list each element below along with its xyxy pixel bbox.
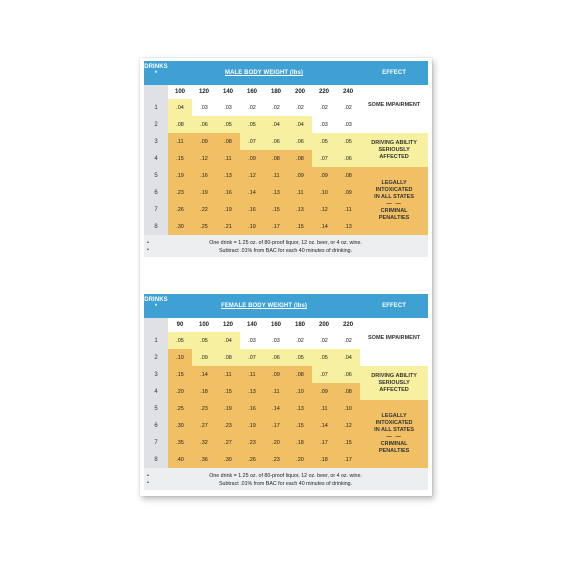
- bac-value: .15: [288, 417, 312, 434]
- bac-value: .08: [336, 167, 360, 184]
- drinks-count: 8: [144, 218, 168, 235]
- bac-value: .17: [264, 417, 288, 434]
- drinks-count: 5: [144, 400, 168, 417]
- bac-value: .16: [240, 201, 264, 218]
- bac-value: .30: [168, 218, 192, 235]
- bac-value: .06: [264, 133, 288, 150]
- male-notes: [144, 235, 428, 257]
- bac-value: .25: [168, 400, 192, 417]
- note-bullet: •: [147, 473, 149, 479]
- bac-value: .11: [216, 150, 240, 167]
- bac-value: .11: [216, 366, 240, 383]
- bac-value: .09: [264, 366, 288, 383]
- female-weight-title: FEMALE BODY WEIGHT (lbs): [168, 294, 360, 318]
- male-notes-row: [144, 235, 428, 257]
- bac-value: .02: [336, 99, 360, 116]
- drinks-count: 8: [144, 451, 168, 468]
- bac-value: .15: [168, 150, 192, 167]
- drinks-column-blank: [144, 318, 168, 332]
- bac-value: .06: [288, 133, 312, 150]
- bac-value: .15: [216, 383, 240, 400]
- bac-value: .22: [192, 201, 216, 218]
- bac-value: .11: [336, 201, 360, 218]
- bac-value: .36: [192, 451, 216, 468]
- effect-driving-affected: DRIVING ABILITY SERIOUSLY AFFECTED: [360, 366, 428, 400]
- drinks-count: 1: [144, 332, 168, 349]
- bac-value: .05: [312, 133, 336, 150]
- bac-value: .09: [240, 150, 264, 167]
- bac-value: .20: [168, 383, 192, 400]
- bac-value: .13: [288, 400, 312, 417]
- bac-value: .05: [192, 332, 216, 349]
- bac-value: .07: [312, 150, 336, 167]
- drinks-column-blank: [144, 85, 168, 99]
- bac-value: .06: [192, 116, 216, 133]
- note-one-drink: One drink = 1.25 oz. of 80-proof liquor, 12 oz. beer, or 4 oz. wine.: [209, 473, 362, 479]
- bac-value: .40: [168, 451, 192, 468]
- bac-value: .25: [192, 218, 216, 235]
- bac-value: .30: [216, 451, 240, 468]
- bac-value: .08: [336, 383, 360, 400]
- bac-value: .20: [264, 434, 288, 451]
- bac-value: .04: [336, 349, 360, 366]
- weight-label: 240: [336, 85, 360, 99]
- bac-value: .02: [264, 99, 288, 116]
- note-bullet: •: [147, 240, 149, 246]
- weight-label: 180: [264, 85, 288, 99]
- drinks-count: 2: [144, 349, 168, 366]
- bac-value: .03: [264, 332, 288, 349]
- drinks-header: DRINKS *: [144, 294, 168, 318]
- female-weights-row: [144, 318, 428, 332]
- weight-label: 160: [240, 85, 264, 99]
- bac-value: .35: [168, 434, 192, 451]
- bac-value: .19: [168, 167, 192, 184]
- bac-value: .18: [192, 383, 216, 400]
- drinks-count: 6: [144, 417, 168, 434]
- female-header-row: [144, 294, 428, 318]
- weight-label: 90: [168, 318, 192, 332]
- bac-value: .03: [192, 99, 216, 116]
- bac-value: .14: [192, 366, 216, 383]
- bac-row: [144, 99, 428, 116]
- bac-value: .08: [216, 349, 240, 366]
- note-bullet: •: [147, 247, 149, 253]
- drinks-count: 1: [144, 99, 168, 116]
- bac-value: .17: [264, 218, 288, 235]
- drinks-count: 5: [144, 167, 168, 184]
- effect-blank: [360, 318, 428, 332]
- effect-header: EFFECT: [360, 61, 428, 85]
- bac-value: .13: [336, 218, 360, 235]
- female-notes-row: [144, 468, 428, 490]
- bac-row: [144, 366, 428, 383]
- bac-value: .16: [240, 400, 264, 417]
- bac-value: .32: [192, 434, 216, 451]
- bac-value: .26: [168, 201, 192, 218]
- bac-value: .09: [336, 184, 360, 201]
- bac-value: .02: [240, 99, 264, 116]
- drinks-count: 2: [144, 116, 168, 133]
- bac-value: .04: [288, 116, 312, 133]
- weight-label: 220: [336, 318, 360, 332]
- bac-value: .04: [168, 99, 192, 116]
- bac-value: .19: [192, 184, 216, 201]
- bac-value: .14: [312, 218, 336, 235]
- bac-value: .11: [168, 133, 192, 150]
- bac-value: .12: [192, 150, 216, 167]
- bac-value: .08: [216, 133, 240, 150]
- bac-value: .05: [288, 349, 312, 366]
- female-bac-chart: [144, 294, 428, 490]
- bac-value: .05: [168, 332, 192, 349]
- bac-value: .03: [336, 116, 360, 133]
- bac-value: .23: [216, 417, 240, 434]
- drinks-count: 3: [144, 366, 168, 383]
- bac-value: .14: [240, 184, 264, 201]
- bac-value: .23: [168, 184, 192, 201]
- weight-label: 160: [264, 318, 288, 332]
- bac-value: .30: [168, 417, 192, 434]
- bac-value: .26: [240, 451, 264, 468]
- bac-value: .11: [288, 184, 312, 201]
- weight-label: 200: [312, 318, 336, 332]
- bac-value: .12: [240, 167, 264, 184]
- bac-value: .05: [312, 349, 336, 366]
- bac-value: .17: [336, 451, 360, 468]
- effect-legally-intoxicated: LEGALLY INTOXICATED IN ALL STATES — — CRIMINAL PENALTIES: [360, 400, 428, 468]
- male-bac-table: [144, 61, 428, 257]
- bac-value: .12: [312, 201, 336, 218]
- bac-value: .09: [288, 167, 312, 184]
- bac-value: .05: [240, 116, 264, 133]
- bac-row: [144, 400, 428, 417]
- bac-value: .05: [336, 133, 360, 150]
- bac-value: .03: [216, 99, 240, 116]
- bac-chart-poster: [140, 58, 432, 496]
- effect-some-impairment: SOME IMPAIRMENT: [360, 332, 428, 366]
- male-weights-row: [144, 85, 428, 99]
- bac-value: .13: [216, 167, 240, 184]
- bac-value: .17: [312, 434, 336, 451]
- bac-value: .23: [264, 451, 288, 468]
- effect-some-impairment: SOME IMPAIRMENT: [360, 99, 428, 133]
- bac-row: [144, 332, 428, 349]
- bac-value: .06: [264, 349, 288, 366]
- bac-value: .02: [336, 332, 360, 349]
- bac-value: .11: [312, 400, 336, 417]
- drinks-count: 7: [144, 201, 168, 218]
- note-subtract: Subtract .01% from BAC for each 40 minutes of drinking.: [219, 248, 353, 254]
- effect-driving-affected: DRIVING ABILITY SERIOUSLY AFFECTED: [360, 133, 428, 167]
- male-data-rows: [144, 99, 428, 235]
- drinks-marker: *: [154, 304, 158, 310]
- bac-value: .11: [240, 366, 264, 383]
- weight-label: 100: [192, 318, 216, 332]
- bac-value: .21: [216, 218, 240, 235]
- bac-value: .07: [240, 349, 264, 366]
- bac-value: .02: [288, 99, 312, 116]
- bac-value: .13: [264, 184, 288, 201]
- bac-value: .09: [312, 167, 336, 184]
- drinks-count: 4: [144, 150, 168, 167]
- bac-value: .15: [168, 366, 192, 383]
- weight-label: 120: [216, 318, 240, 332]
- bac-value: .14: [312, 417, 336, 434]
- bac-value: .16: [216, 184, 240, 201]
- bac-value: .18: [288, 434, 312, 451]
- female-notes: [144, 468, 428, 490]
- male-bac-chart: [144, 61, 428, 257]
- bac-value: .08: [168, 116, 192, 133]
- weight-label: 140: [240, 318, 264, 332]
- note-one-drink: One drink = 1.25 oz. of 80-proof liquor, 12 oz. beer, or 4 oz. wine.: [209, 240, 362, 246]
- drinks-count: 7: [144, 434, 168, 451]
- bac-value: .02: [312, 332, 336, 349]
- bac-value: .15: [336, 434, 360, 451]
- bac-value: .10: [312, 184, 336, 201]
- bac-value: .15: [288, 218, 312, 235]
- female-bac-table: [144, 294, 428, 490]
- bac-value: .09: [192, 349, 216, 366]
- effect-header: EFFECT: [360, 294, 428, 318]
- bac-value: .08: [288, 150, 312, 167]
- female-data-rows: [144, 332, 428, 468]
- bac-value: .03: [240, 332, 264, 349]
- bac-value: .14: [264, 400, 288, 417]
- bac-value: .19: [240, 218, 264, 235]
- male-header-row: [144, 61, 428, 85]
- bac-value: .16: [192, 167, 216, 184]
- drinks-count: 6: [144, 184, 168, 201]
- bac-value: .12: [336, 417, 360, 434]
- bac-value: .20: [288, 451, 312, 468]
- drinks-count: 3: [144, 133, 168, 150]
- bac-value: .27: [216, 434, 240, 451]
- bac-value: .11: [264, 167, 288, 184]
- bac-value: .04: [216, 332, 240, 349]
- weight-label: 100: [168, 85, 192, 99]
- bac-value: .07: [312, 366, 336, 383]
- weight-label: 200: [288, 85, 312, 99]
- bac-value: .03: [312, 116, 336, 133]
- weight-label: 140: [216, 85, 240, 99]
- bac-value: .04: [264, 116, 288, 133]
- bac-value: .08: [288, 366, 312, 383]
- bac-value: .27: [192, 417, 216, 434]
- bac-value: .10: [168, 349, 192, 366]
- bac-value: .10: [288, 383, 312, 400]
- bac-value: .11: [264, 383, 288, 400]
- bac-value: .07: [240, 133, 264, 150]
- weight-label: 220: [312, 85, 336, 99]
- bac-value: .13: [288, 201, 312, 218]
- bac-row: [144, 133, 428, 150]
- bac-value: .02: [288, 332, 312, 349]
- note-bullet: •: [147, 480, 149, 486]
- bac-value: .08: [264, 150, 288, 167]
- bac-value: .15: [264, 201, 288, 218]
- bac-value: .19: [216, 201, 240, 218]
- bac-value: .05: [216, 116, 240, 133]
- bac-value: .23: [240, 434, 264, 451]
- bac-value: .09: [192, 133, 216, 150]
- drinks-header: DRINKS *: [144, 61, 168, 85]
- male-weight-title: MALE BODY WEIGHT (lbs): [168, 61, 360, 85]
- drinks-marker: *: [154, 71, 158, 77]
- bac-value: .06: [336, 150, 360, 167]
- bac-value: .13: [240, 383, 264, 400]
- bac-value: .06: [336, 366, 360, 383]
- drinks-count: 4: [144, 383, 168, 400]
- bac-value: .09: [312, 383, 336, 400]
- weight-label: 180: [288, 318, 312, 332]
- weight-label: 120: [192, 85, 216, 99]
- effect-legally-intoxicated: LEGALLY INTOXICATED IN ALL STATES — — CRIMINAL PENALTIES: [360, 167, 428, 235]
- bac-value: .23: [192, 400, 216, 417]
- effect-blank: [360, 85, 428, 99]
- bac-value: .02: [312, 99, 336, 116]
- bac-value: .19: [216, 400, 240, 417]
- bac-value: .18: [312, 451, 336, 468]
- bac-row: [144, 167, 428, 184]
- note-subtract: Subtract .01% from BAC for each 40 minutes of drinking.: [219, 481, 353, 487]
- bac-value: .19: [240, 417, 264, 434]
- bac-value: .10: [336, 400, 360, 417]
